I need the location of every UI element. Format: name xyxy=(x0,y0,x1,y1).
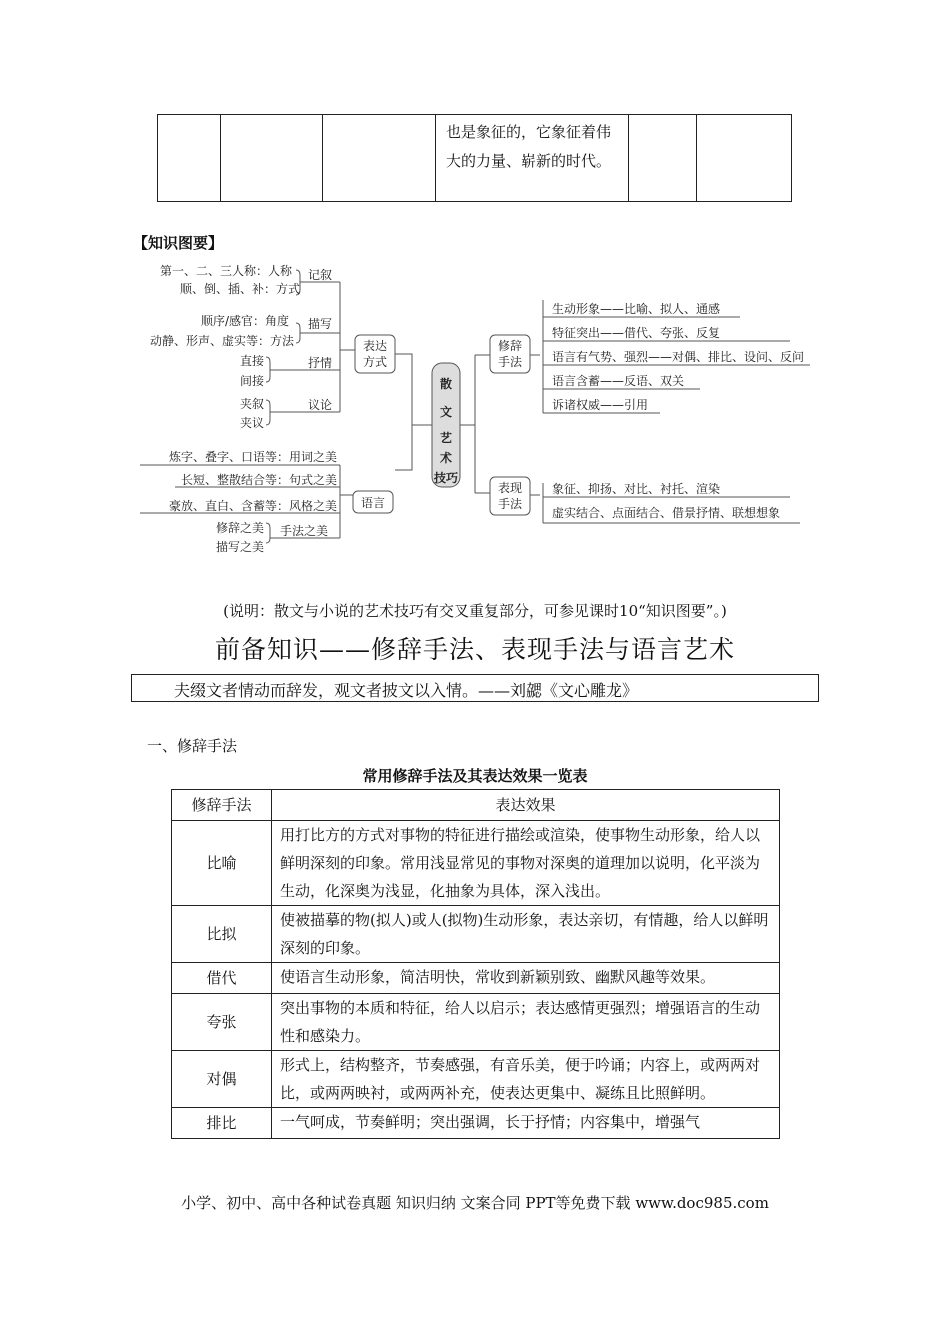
table-row xyxy=(172,821,780,906)
center-char-4: 术 xyxy=(439,451,453,465)
device-name: 比喻 xyxy=(172,821,272,906)
device-effect: 突出事物的本质和特征，给人以启示；表达感情更强烈；增强语言的生动性和感染力。 xyxy=(272,994,780,1051)
top-table-fragment xyxy=(157,114,792,202)
rhetoric-table xyxy=(171,789,780,1139)
rhetoric-item-feature: 特征突出——借代、夸张、反复 xyxy=(552,326,721,340)
expression-label: 表达 xyxy=(362,339,388,353)
lyric-direct: 直接 xyxy=(239,354,264,368)
language-item-sentences: 长短、整散结合等：句式之美 xyxy=(180,473,337,487)
table-row xyxy=(172,906,780,963)
performance-item-1: 象征、抑扬、对比、衬托、渲染 xyxy=(552,482,721,496)
technique-description: 描写之美 xyxy=(215,540,264,554)
knowledge-mind-map xyxy=(140,255,820,560)
performance-label-1: 表现 xyxy=(497,481,523,495)
header-device: 修辞手法 xyxy=(172,790,272,821)
table-cell xyxy=(158,115,221,202)
table-cell xyxy=(221,115,323,202)
technique-rhetoric: 修辞之美 xyxy=(215,521,264,535)
discuss-argue: 夹议 xyxy=(239,416,264,430)
center-char-3: 艺 xyxy=(439,431,453,445)
language-item-style: 豪放、直白、含蓄等：风格之美 xyxy=(168,499,337,513)
discuss-narrate: 夹叙 xyxy=(239,397,264,411)
rhetoric-label-1: 修辞 xyxy=(497,339,523,353)
center-char-1: 散 xyxy=(439,377,453,391)
lyric-label: 抒情 xyxy=(308,356,333,370)
discuss-label: 议论 xyxy=(308,398,333,412)
footer-ad: 小学、初中、高中各种试卷真题 知识归纳 文案合同 PPT等免费下载 www.doc985.com xyxy=(181,1194,769,1212)
narrate-label: 记叙 xyxy=(308,268,333,282)
table-header-row xyxy=(172,790,780,821)
center-char-5: 技巧 xyxy=(433,471,459,485)
device-name: 排比 xyxy=(172,1108,272,1139)
describe-item-angle: 顺序/感官：角度 xyxy=(201,314,290,328)
note-text: (说明：散文与小说的艺术技巧有交叉重复部分，可参见课时10“知识图要”。) xyxy=(223,602,727,620)
rhetoric-item-vivid: 生动形象——比喻、拟人、通感 xyxy=(552,302,721,316)
knowledge-map-heading: 【知识图要】 xyxy=(133,234,224,252)
center-char-2: 文 xyxy=(439,405,453,419)
rhetoric-item-authority: 诉诸权威——引用 xyxy=(552,398,649,412)
symbol-description: 也是象征的，它象征着伟大的力量、崭新的时代。 xyxy=(446,123,612,170)
header-effect: 表达效果 xyxy=(272,790,780,821)
table-row xyxy=(172,1108,780,1139)
device-name: 对偶 xyxy=(172,1051,272,1108)
device-name: 比拟 xyxy=(172,906,272,963)
device-name: 夸张 xyxy=(172,994,272,1051)
language-label: 语言 xyxy=(360,496,386,510)
rhetoric-label-2: 手法 xyxy=(497,355,523,369)
device-effect: 使被描摹的物(拟人)或人(拟物)生动形象，表达亲切，有情趣，给人以鲜明深刻的印象。 xyxy=(272,906,780,963)
lyric-indirect: 间接 xyxy=(239,374,264,388)
section-title: 前备知识——修辞手法、表现手法与语言艺术 xyxy=(214,635,735,664)
device-name: 借代 xyxy=(172,963,272,994)
table-row xyxy=(172,1051,780,1108)
describe-item-method: 动静、形声、虚实等：方法 xyxy=(150,334,295,348)
rhetoric-item-momentum: 语言有气势、强烈——对偶、排比、设问、反问 xyxy=(552,350,805,364)
performance-item-2: 虚实结合、点面结合、借景抒情、联想想象 xyxy=(552,506,781,520)
subsection-heading: 一、修辞手法 xyxy=(147,737,238,755)
table-cell xyxy=(629,115,697,202)
technique-label: 手法之美 xyxy=(280,524,329,538)
narrate-item-method: 顺、倒、插、补：方式 xyxy=(180,282,301,296)
language-item-words: 炼字、叠字、口语等：用词之美 xyxy=(168,450,337,464)
device-effect: 形式上，结构整齐，节奏感强，有音乐美，便于吟诵；内容上，或两两对比，或两两映衬，或两两补充，使表达更集中、凝练且比照鲜明。 xyxy=(272,1051,780,1108)
expression-label-2: 方式 xyxy=(362,355,388,369)
performance-label-2: 手法 xyxy=(497,497,523,511)
quote-text: 夫缀文者情动而辞发，观文者披文以入情。——刘勰《文心雕龙》 xyxy=(174,681,639,700)
table-cell xyxy=(436,115,629,202)
table-cell xyxy=(323,115,436,202)
rhetoric-item-implicit: 语言含蓄——反语、双关 xyxy=(552,374,685,388)
describe-label: 描写 xyxy=(308,317,333,331)
quote-box xyxy=(131,674,819,702)
table-caption: 常用修辞手法及其表达效果一览表 xyxy=(362,767,588,785)
table-row xyxy=(172,963,780,994)
device-effect: 用打比方的方式对事物的特征进行描绘或渲染，使事物生动形象，给人以鲜明深刻的印象。常用浅显常见的事物对深奥的道理加以说明，化平淡为生动，化深奥为浅显，化抽象为具体，深入浅出。 xyxy=(272,821,780,906)
device-effect: 使语言生动形象，简洁明快，常收到新颖别致、幽默风趣等效果。 xyxy=(272,963,780,994)
table-row xyxy=(172,994,780,1051)
table-cell xyxy=(697,115,792,202)
device-effect: 一气呵成，节奏鲜明；突出强调，长于抒情；内容集中，增强气 xyxy=(272,1108,780,1139)
narrate-item-person: 第一、二、三人称：人称 xyxy=(160,264,293,278)
